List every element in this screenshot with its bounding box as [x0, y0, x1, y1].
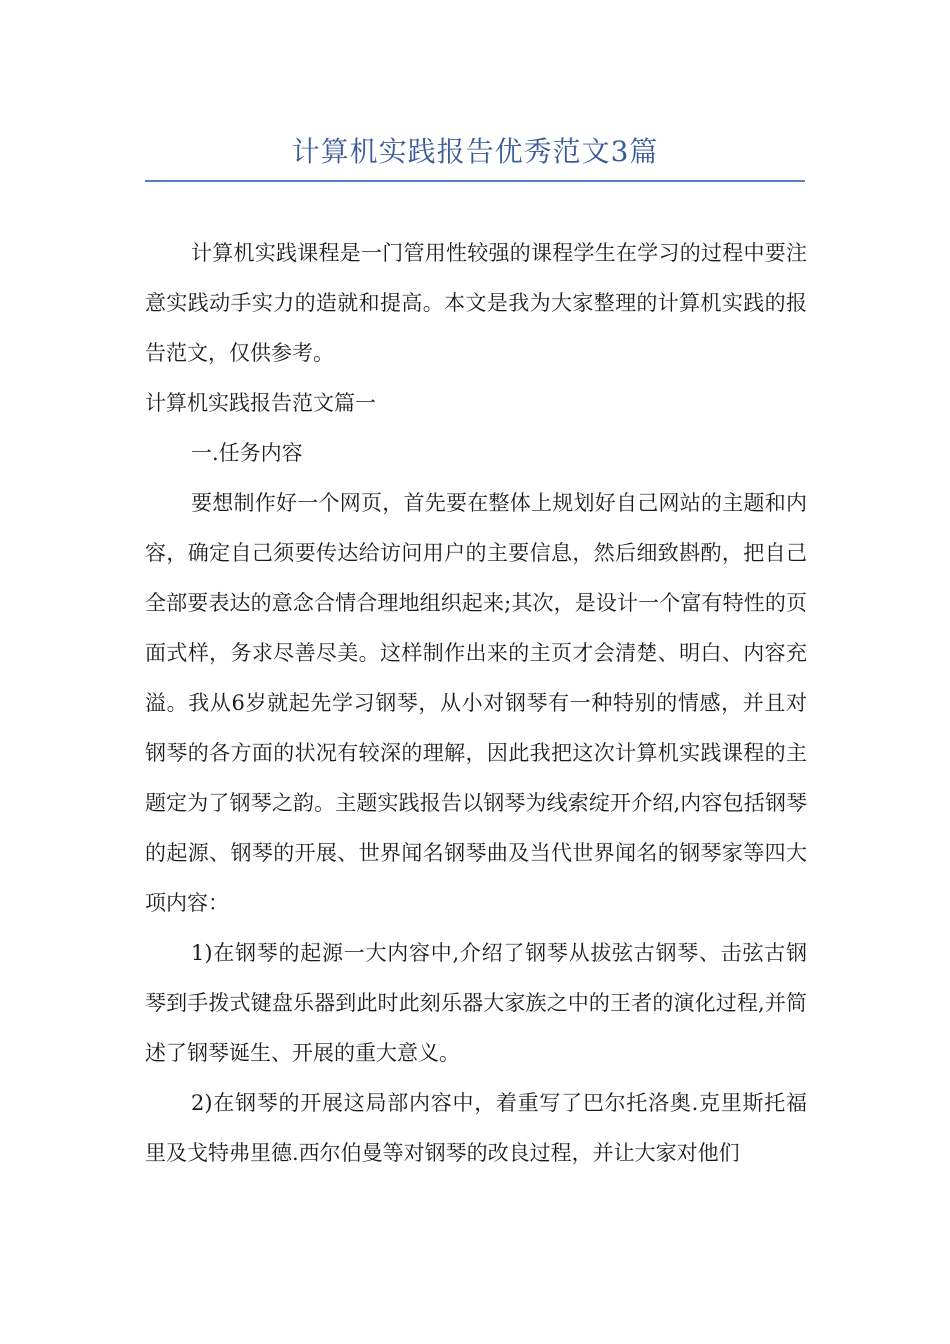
body-paragraph: 要想制作好一个网页，首先要在整体上规划好自己网站的主题和内容，确定自己须要传达给访问用户的主要信息，然后细致斟酌，把自己全部要表达的意念合情合理地组织起来;其次，是设计一个富有特性的页面式样，务求尽善尽美。这样制作出来的主页才会清楚、明白、内容充溢。我从6岁就起先学习钢琴，从小对钢琴有一种特别的情感，并且对钢琴的各方面的状况有较深的理解，因此我把这次计算机实践课程的主题定为了钢琴之韵。主题实践报告以钢琴为线索绽开介绍,内容包括钢琴的起源、钢琴的开展、世界闻名钢琴曲及当代世界闻名的钢琴家等四大项内容： — [145, 491, 807, 915]
subsection-heading: 一.任务内容 — [191, 441, 303, 465]
title-underline — [145, 180, 805, 182]
document-body — [145, 228, 807, 1178]
list-item-2: 2)在钢琴的开展这局部内容中，着重写了巴尔托洛奥.克里斯托福里及戈特弗里德.西尔伯曼等对钢琴的改良过程，并让大家对他们 — [145, 1091, 807, 1165]
document-title: 计算机实践报告优秀范文3篇 — [291, 135, 659, 168]
intro-paragraph: 计算机实践课程是一门管用性较强的课程学生在学习的过程中要注意实践动手实力的造就和提高。本文是我为大家整理的计算机实践的报告范文，仅供参考。 — [145, 241, 807, 365]
list-item-1: 1)在钢琴的起源一大内容中,介绍了钢琴从拔弦古钢琴、击弦古钢琴到手拨式键盘乐器到此时此刻乐器大家族之中的王者的演化过程,并简述了钢琴诞生、开展的重大意义。 — [145, 941, 807, 1065]
section-heading: 计算机实践报告范文篇一 — [145, 391, 376, 415]
